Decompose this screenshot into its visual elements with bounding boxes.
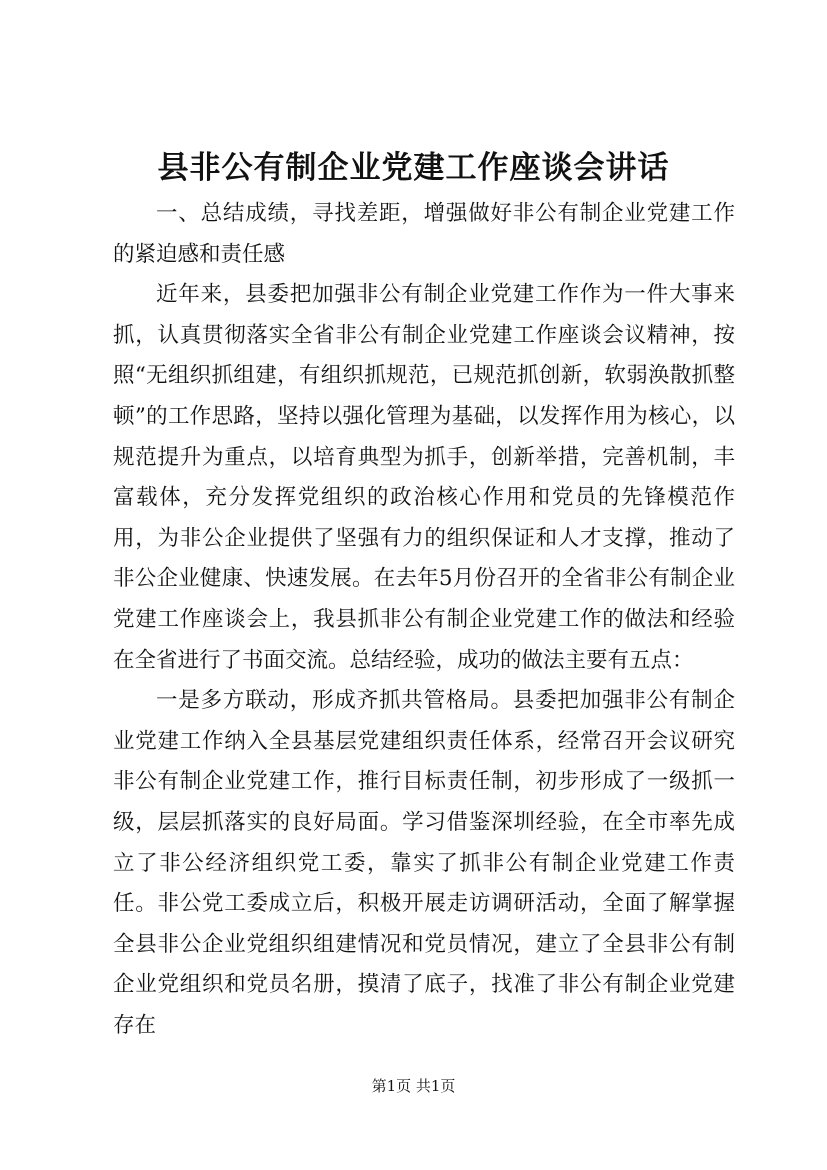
paragraph: 一是多方联动，形成齐抓共管格局。县委把加强非公有制企业党建工作纳入全县基层党建组织责任体系，经常召开会议研究非公有制企业党建工作，推行目标责任制，初步形成了一级抓一级，层层抓落实的良好局面。学习借鉴深圳经验，在全市率先成立了非公经济组织党工委，靠实了抓非公有制企业党建工作责任。非公党工委成立后，积极开展走访调研活动，全面了解掌握全县非公企业党组织组建情况和党员情况，建立了全县非公有制企业党组织和党员名册，摸清了底子，找准了非公有制企业党建存在 xyxy=(113,688,735,1038)
paragraph: 近年来，县委把加强非公有制企业党建工作作为一件大事来抓，认真贯彻落实全省非公有制企业党建工作座谈会议精神，按照“无组织抓组建，有组织抓规范，已规范抓创新，软弱涣散抓整顿”的工作思路，坚持以强化管理为基础，以发挥作用为核心，以规范提升为重点，以培育典型为抓手，创新举措，完善机制，丰富载体，充分发挥党组织的政治核心作用和党员的先锋模范作用，为非公企业提供了坚强有力的组织保证和人才支撑，推动了非公企业健康、快速发展。在去年5月份召开的全省非公有制企业党建工作座谈会上，我县抓非公有制企业党建工作的做法和经验在全省进行了书面交流。总结经验，成功的做法主要有五点： xyxy=(113,282,735,673)
paragraph-heading: 一、总结成绩，寻找差距，增强做好非公有制企业党建工作的紧迫感和责任感 xyxy=(113,201,735,267)
page-footer: 第1页 共1页 xyxy=(371,1077,456,1095)
document-title: 县非公有制企业党建工作座谈会讲话 xyxy=(157,150,670,186)
document-body xyxy=(113,194,735,1046)
